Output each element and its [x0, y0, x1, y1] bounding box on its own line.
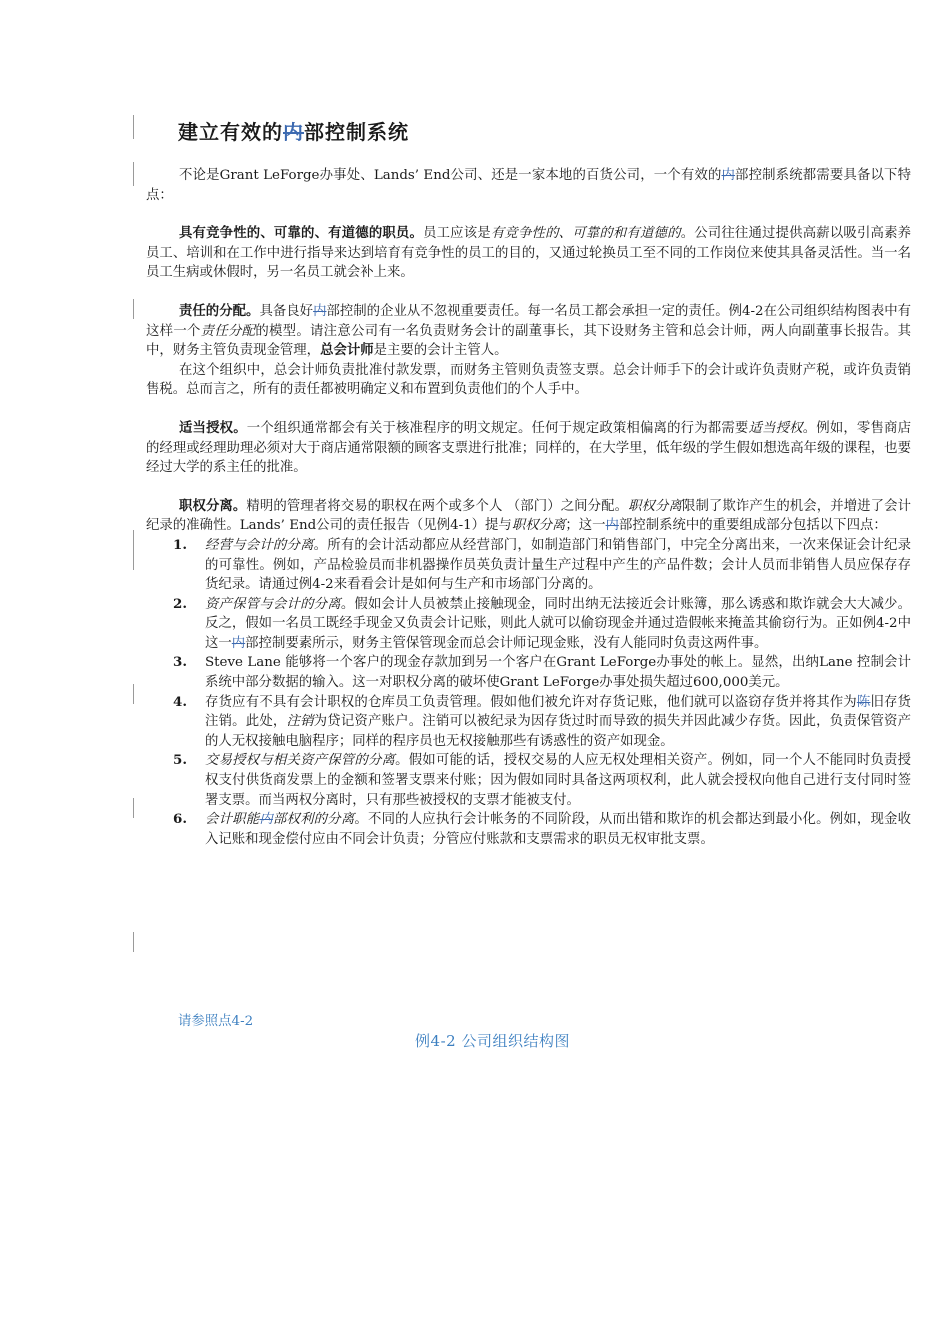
- document-body: [146, 166, 911, 849]
- tracked-deletion: 内: [259, 812, 273, 828]
- section-heading: 职权分离。: [179, 497, 247, 514]
- list-number: 3.: [173, 654, 187, 671]
- title-text: 部控制系统: [304, 120, 409, 144]
- tracked-deletion: 内: [721, 168, 736, 183]
- page-title: [178, 116, 409, 145]
- change-bar: [133, 530, 134, 570]
- section-authorization: 适当授权。一个组织通常都会有关于核准程序的明文规定。任何于规定政策相偏离的行为都需要适当授权。例如，零售商店的经理或经理助理必须对大于商店通常限额的顾客支票进行批准；同样的，在大学里，低年级的学生假如想选高年级的课程，也要经过大学的系主任的批准。: [146, 419, 912, 476]
- separation-list: [146, 536, 911, 850]
- list-item: 2. 资产保管与会计的分离。假如会计人员被禁止接触现金，同时出纳无法接近会计账簿，那么诱惑和欺诈就会大大减少。反之，假如一名员工既经手现金又负责会计记账，则此人就可以偷窃现金并通过造假帐来掩盖其偷窃行为。正如例4-2中这一内部控制要素所示，财务主管保管现金而总会计师记现金账，没有人能同时负责这两件事。: [173, 595, 912, 651]
- section-separation: 职权分离。精明的管理者将交易的职权在两个或多个人 （部门）之间分配。职权分离限制了欺诈产生的机会，并增进了会计纪录的准确性。Lands’ End公司的责任报告（见例4-1）提与职权分离；这一内部控制系统中的重要组成部分包括以下四点：: [146, 497, 911, 534]
- section-responsibility: 责任的分配。具备良好内部控制的企业从不忽视重要责任。每一名员工都会承担一定的责任。例4-2在公司组织结构图表中有这样一个责任分配的模型。请注意公司有一名负责财务会计的副董事长，其下设财务主管和总会计师，两人向副董事长报告。其中，财务主管负责现金管理，总会计师是主要的会计主管人。: [146, 302, 912, 359]
- list-item: 3. Steve Lane 能够将一个客户的现金存款加到另一个客户在Grant LeForge办事处的帐上。显然，出纳Lane 控制会计系统中部分数据的输入。这一对职权分离的破坏使Grant LeForge办事处损失超过600,000美元。: [173, 654, 911, 691]
- list-number: 6.: [173, 811, 187, 828]
- change-bar: [133, 798, 134, 818]
- section-competent-staff: 具有竞争性的、可靠的、有道德的职员。员工应该是有竞争性的、可靠的和有道德的。公司往往通过提供高薪以吸引高素养员工、培训和在工作中进行指导来达到培育有竞争性的员工的目的，又通过轮换员工至不同的工作岗位来使其具备灵活性。当一名员工生病或休假时，另一名员工就会补上来。: [146, 225, 912, 281]
- section-responsibility-p2: 在这个组织中，总会计师负责批准付款发票，而财务主管则负责签支票。总会计师手下的会计或许负责财产税，或许负责销售税。总而言之，所有的责任都被明确定义和布置到负责他们的个人手中。: [146, 362, 911, 398]
- change-bar: [133, 684, 134, 704]
- title-text: 建立有效的: [178, 120, 283, 144]
- change-bar: [133, 115, 134, 139]
- tracked-deletion: 内: [231, 635, 246, 651]
- tracked-deletion: 内: [313, 303, 327, 319]
- list-item: 1. 经营与会计的分离。所有的会计活动都应从经营部门，如制造部门和销售部门，中完全分离出来，一次来保证会计纪录的可靠性。例如，产品检验员而非机器操作员英负责计量生产过程中产生的产品件数；会计人员而非销售人员应保存存货纪录。请通过例4-2来看看会计是如何与生产和市场部门分离的。: [173, 536, 912, 593]
- section-heading: 责任的分配。: [179, 302, 260, 319]
- intro-paragraph: 不论是Grant LeForge办事处、Lands’ End公司、还是一家本地的百货公司，一个有效的内部控制系统都需要具备以下特点：: [146, 168, 911, 203]
- list-number: 1.: [173, 536, 187, 553]
- section-heading: 具有竞争性的、可靠的、有道德的职员。: [179, 225, 424, 242]
- section-heading: 适当授权。: [179, 419, 247, 436]
- tracked-deletion: 内: [605, 518, 619, 534]
- list-item: 5. 交易授权与相关资产保管的分离。假如可能的话，授权交易的人应无权处理相关资产。例如，同一个人不能同时负责授权支付供货商发票上的金额和签署支票来付账；因为假如同时具备这两项权利，此人就会授权向他自己进行支付同时签署支票。而当两权分离时，只有那些被授权的支票才能被支付。: [173, 752, 912, 808]
- list-number: 2.: [173, 595, 187, 612]
- figure-caption: 例4-2 公司组织结构图: [415, 1032, 570, 1050]
- list-number: 4.: [173, 693, 187, 710]
- list-item: 6. 会计职能内部权利的分离。不同的人应执行会计帐务的不同阶段，从而出错和欺诈的机会都达到最小化。例如，现金收入记账和现金偿付应由不同会计负责；分管应付账款和支票需求的职员无权审批支票。: [173, 811, 912, 847]
- list-number: 5.: [173, 752, 187, 769]
- change-bar: [133, 162, 134, 186]
- change-bar: [133, 932, 134, 952]
- tracked-deletion: 内: [283, 120, 304, 144]
- tracked-deletion: 陈: [856, 694, 871, 710]
- list-item: 4. 存货应有不具有会计职权的仓库员工负责管理。假如他们被允许对存货记账，他们就可以盗窃存货并将其作为陈旧存货注销。此处，注销为贷记资产账户。注销可以被纪录为因存货过时而导致的损失并因此减少存货。因此，负责保管资产的人无权接触电脑程序；同样的程序员也无权接触那些有诱惑性的资产如现金。: [173, 693, 912, 749]
- change-bar: [133, 299, 134, 319]
- reference-link[interactable]: 请参照点4-2: [178, 1014, 254, 1029]
